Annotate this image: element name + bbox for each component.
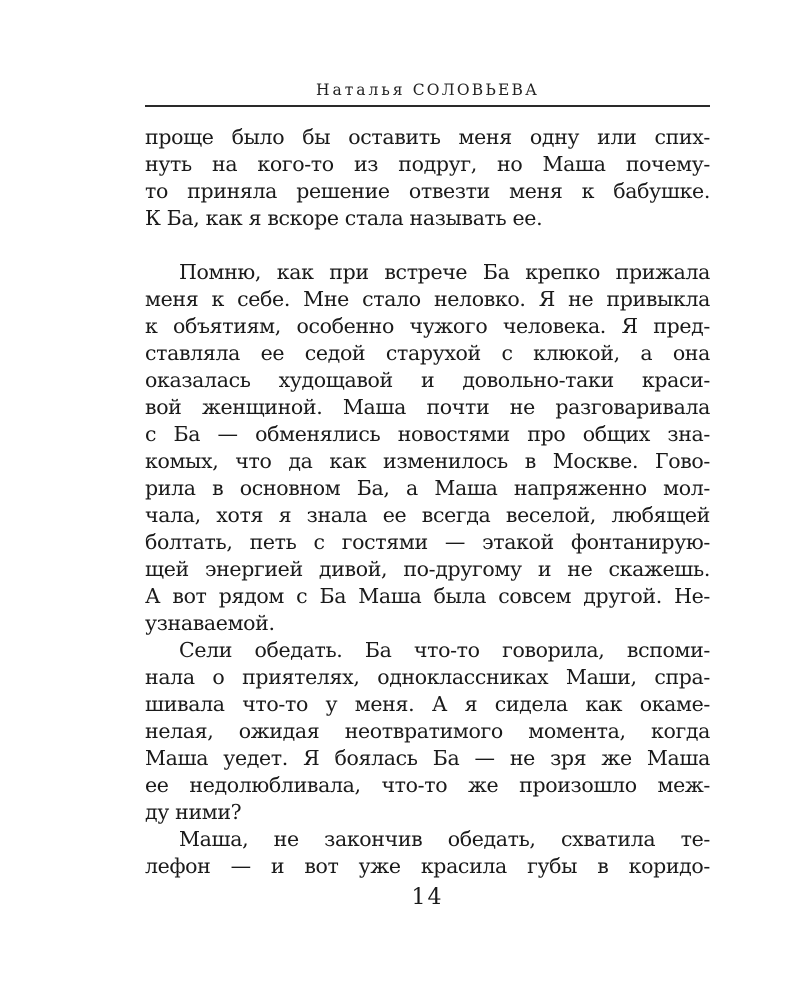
text-line: К Ба, как я вскоре стала называть ее. <box>145 206 543 230</box>
text-line: оказалась худощавой и довольно-таки краси- <box>145 368 710 392</box>
text-line: рила в основном Ба, а Маша напряженно мол- <box>145 476 710 500</box>
text-line: ставляла ее седой старухой с клюкой, а она <box>145 341 710 365</box>
paragraph <box>145 124 710 232</box>
running-head <box>145 80 710 100</box>
text-line: нала о приятелях, одноклассниках Маши, спра- <box>145 665 710 689</box>
text-line: Маша уедет. Я боялась Ба — не зря же Маша <box>145 746 710 770</box>
author-first-name: Наталья <box>315 81 406 99</box>
text-line: нуть на кого-то из подруг, но Маша почему- <box>145 152 710 176</box>
text-line: комых, что да как изменилось в Москве. Гово- <box>145 449 710 473</box>
header-rule <box>145 105 710 107</box>
text-line: А вот рядом с Ба Маша была совсем другой. Не- <box>145 584 710 608</box>
text-line: меня к себе. Мне стало неловко. Я не привыкла <box>145 287 710 311</box>
text-line: ее недолюбливала, что-то же произошло меж- <box>145 773 710 797</box>
paragraph-gap <box>145 232 710 259</box>
text-line: к объятиям, особенно чужого человека. Я пред- <box>145 314 710 338</box>
text-line: чала, хотя я знала ее всегда веселой, любящей <box>145 503 710 527</box>
text-line: лефон — и вот уже красила губы в коридо- <box>145 854 710 878</box>
paragraph <box>145 259 710 637</box>
text-line: щей энергией дивой, по-другому и не скажешь. <box>145 557 710 581</box>
text-line: узнаваемой. <box>145 611 275 635</box>
text-line: Помню, как при встрече Ба крепко прижала <box>179 260 710 284</box>
text-line: нелая, ожидая неотвратимого момента, когда <box>145 719 710 743</box>
text-line: то приняла решение отвезти меня к бабушке. <box>145 179 710 203</box>
text-line: ду ними? <box>145 800 242 824</box>
paragraph <box>145 826 710 880</box>
author-last-name: СОЛОВЬЕВА <box>412 81 540 99</box>
paragraph <box>145 637 710 826</box>
text-line: болтать, петь с гостями — этакой фонтанирую- <box>145 530 710 554</box>
text-line: с Ба — обменялись новостями про общих зна- <box>145 422 710 446</box>
text-line: вой женщиной. Маша почти не разговаривала <box>145 395 710 419</box>
body-text <box>145 124 710 880</box>
text-line: Маша, не закончив обедать, схватила те- <box>179 827 710 851</box>
text-line: Сели обедать. Ба что-то говорила, вспоми- <box>179 638 710 662</box>
page-number: 14 <box>411 885 444 910</box>
text-line: шивала что-то у меня. А я сидела как окаме- <box>145 692 710 716</box>
text-line: проще было бы оставить меня одну или спих- <box>145 125 710 149</box>
